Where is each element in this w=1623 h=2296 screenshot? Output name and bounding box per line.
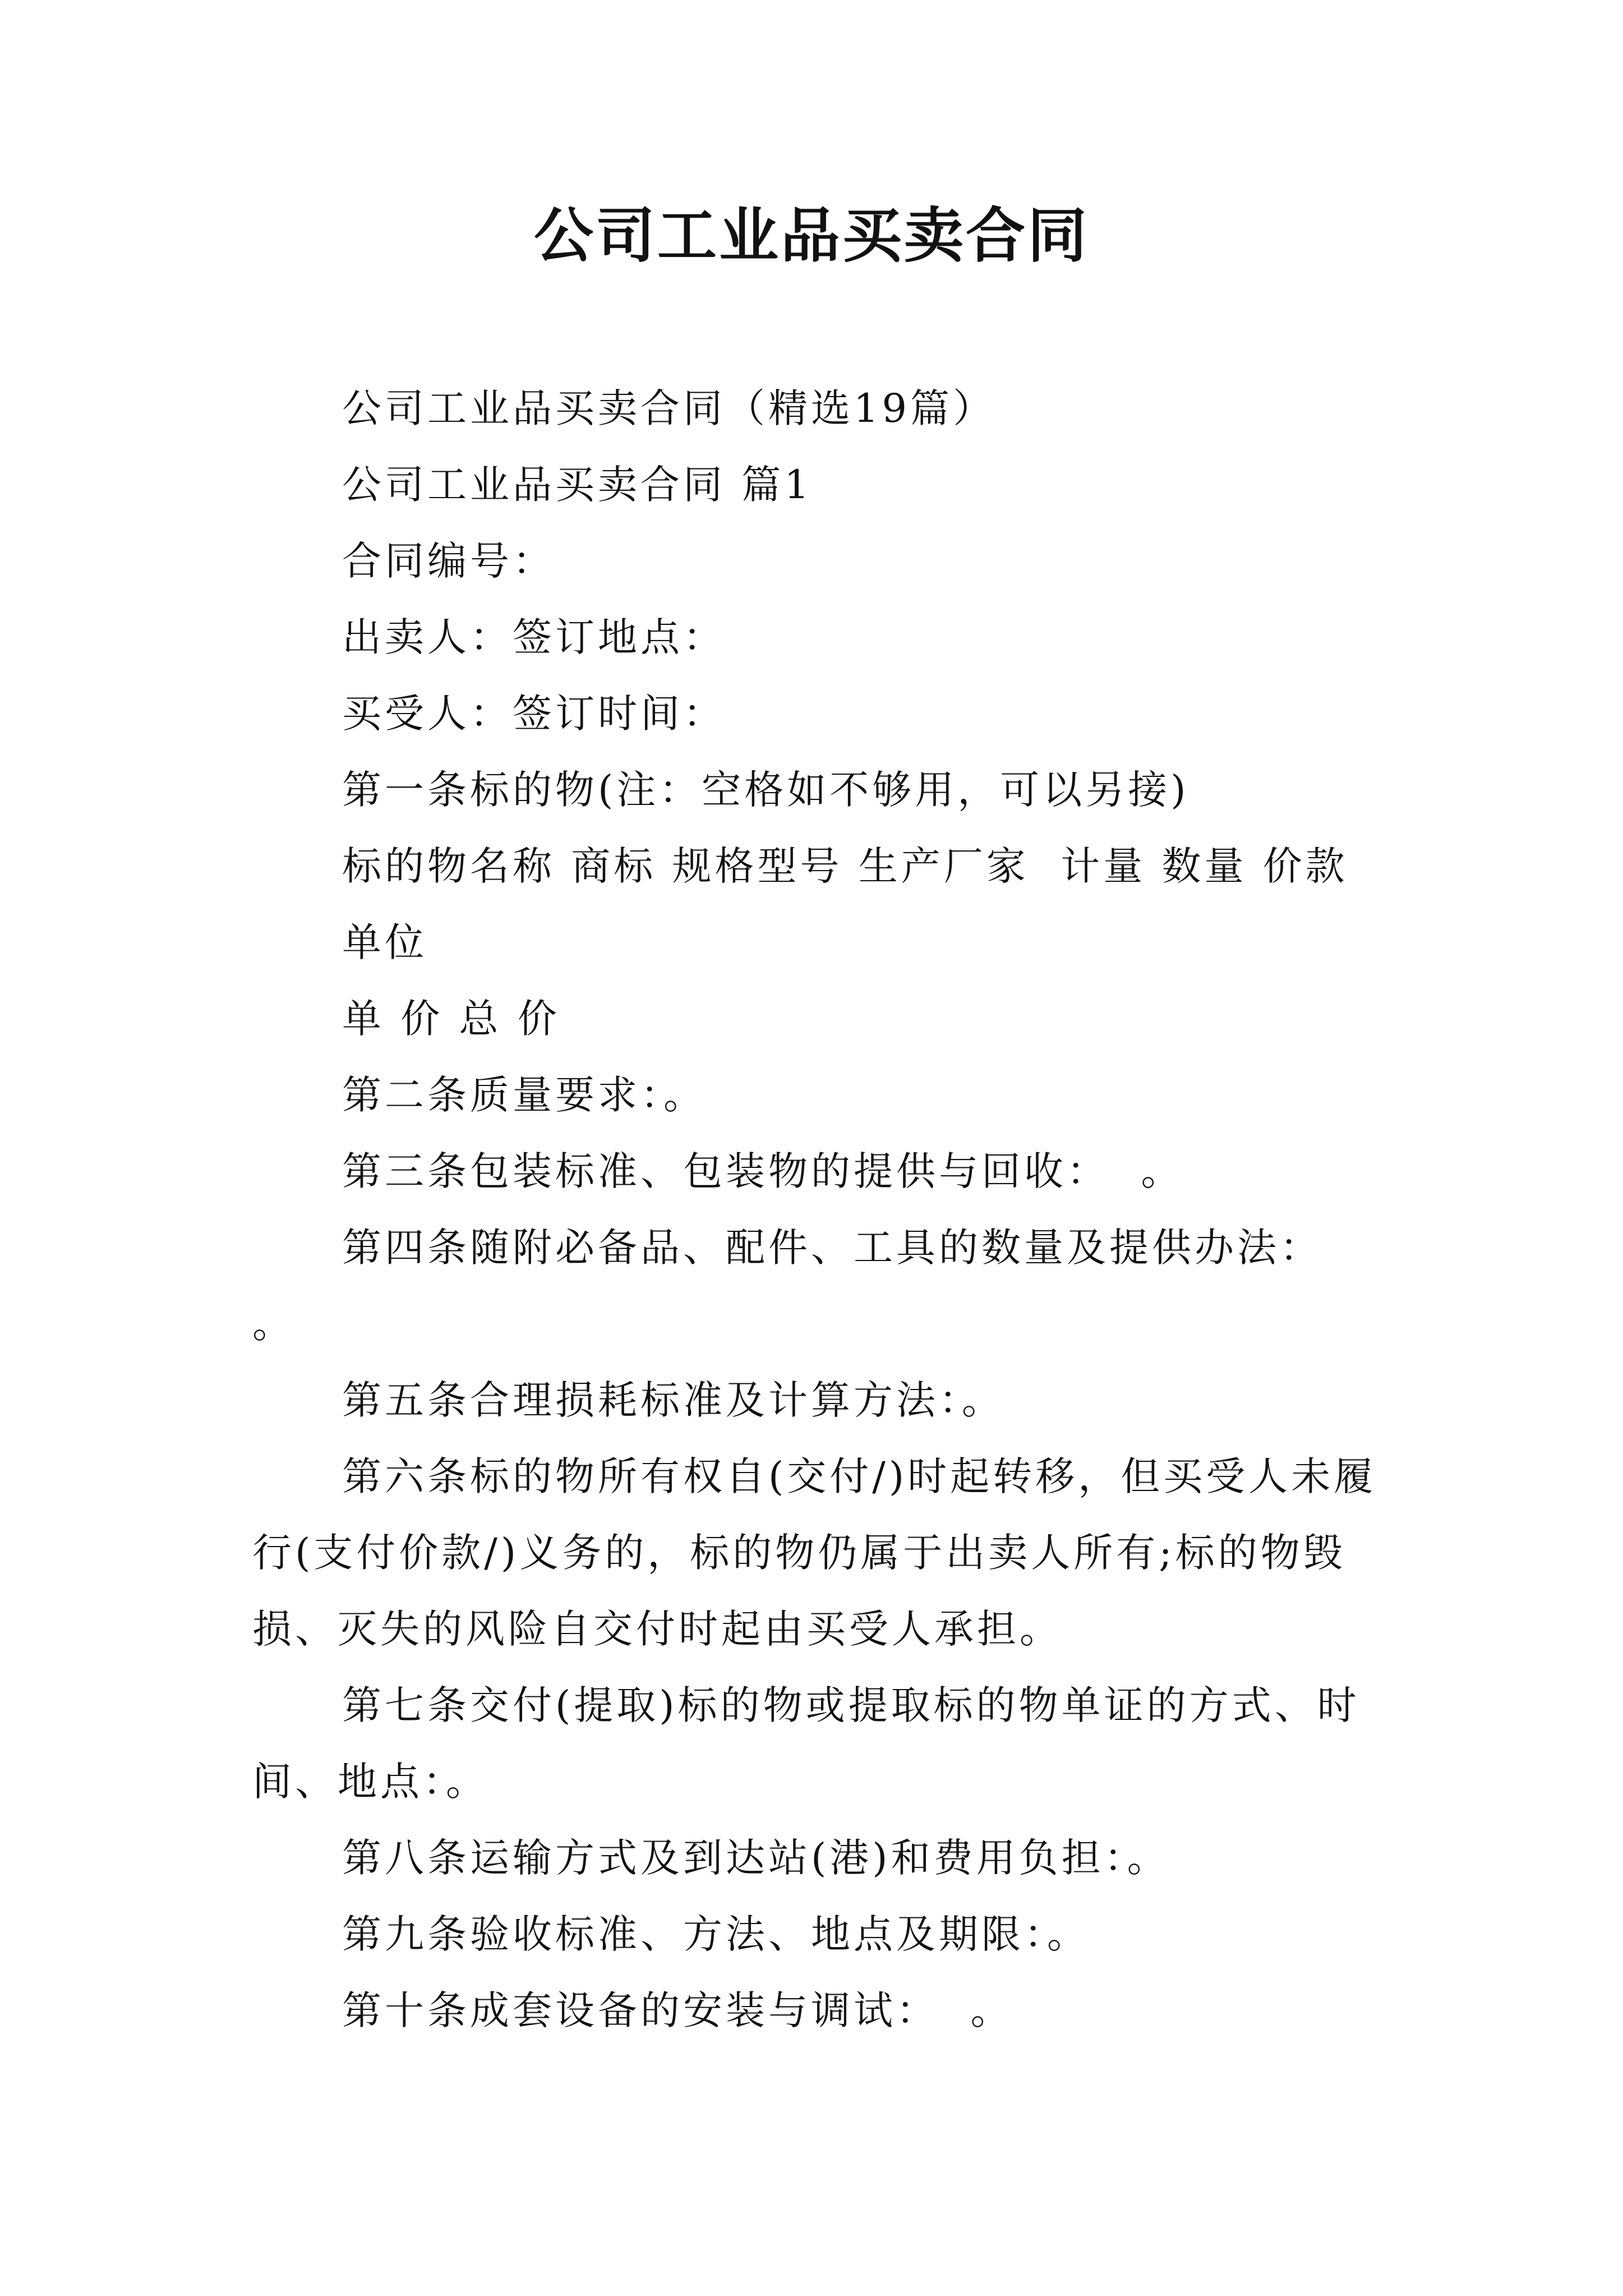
- paragraph-contract-number: 合同编号：: [342, 538, 555, 584]
- paragraph-article-1: 第一条标的物(注：空格如不够用，可以另接): [342, 767, 1189, 813]
- paragraph-section-heading: 公司工业品买卖合同 篇1: [342, 462, 813, 508]
- paragraph-article-9: 第九条验收标准、方法、地点及期限：。: [342, 1911, 1090, 1957]
- paragraph-article-5: 第五条合理损耗标准及计算方法：。: [342, 1377, 1004, 1423]
- paragraph-article-7: 第七条交付(提取)标的物或提取标的物单证的方式、时间、地点：。: [252, 1682, 1360, 1805]
- paragraph-article-6: 第六条标的物所有权自(交付/)时起转移，但买受人未履行(支付价款/)义务的，标的物仍属于出卖人所有;标的物毁损、灭失的风险自交付时起由买受人承担。: [252, 1453, 1377, 1652]
- paragraph-article-3: 第三条包装标准、包装物的提供与回收： 。: [342, 1148, 1184, 1194]
- paragraph-article-8: 第八条运输方式及到达站(港)和费用负担：。: [342, 1835, 1170, 1881]
- paragraph-seller: 出卖人：签订地点：: [342, 614, 726, 660]
- paragraph-subtitle: 公司工业品买卖合同（精选19篇）: [342, 385, 996, 431]
- paragraph-item-columns: 标的物名称 商标 规格型号 生产厂家 计量 数量 价款: [342, 843, 1348, 889]
- paragraph-article-2: 第二条质量要求：。: [342, 1072, 706, 1118]
- paragraph-article-4: 第四条随附必备品、配件、工具的数量及提供办法： 。: [252, 1225, 1354, 1347]
- paragraph-unit: 单位: [342, 919, 427, 965]
- document-title: 公司工业品买卖合同: [534, 200, 1089, 270]
- paragraph-article-10: 第十条成套设备的安装与调试： 。: [342, 1987, 1013, 2033]
- document-body: [252, 370, 1391, 2049]
- paragraph-price: 单 价 总 价: [342, 996, 560, 1042]
- paragraph-buyer: 买受人：签订时间：: [342, 691, 726, 737]
